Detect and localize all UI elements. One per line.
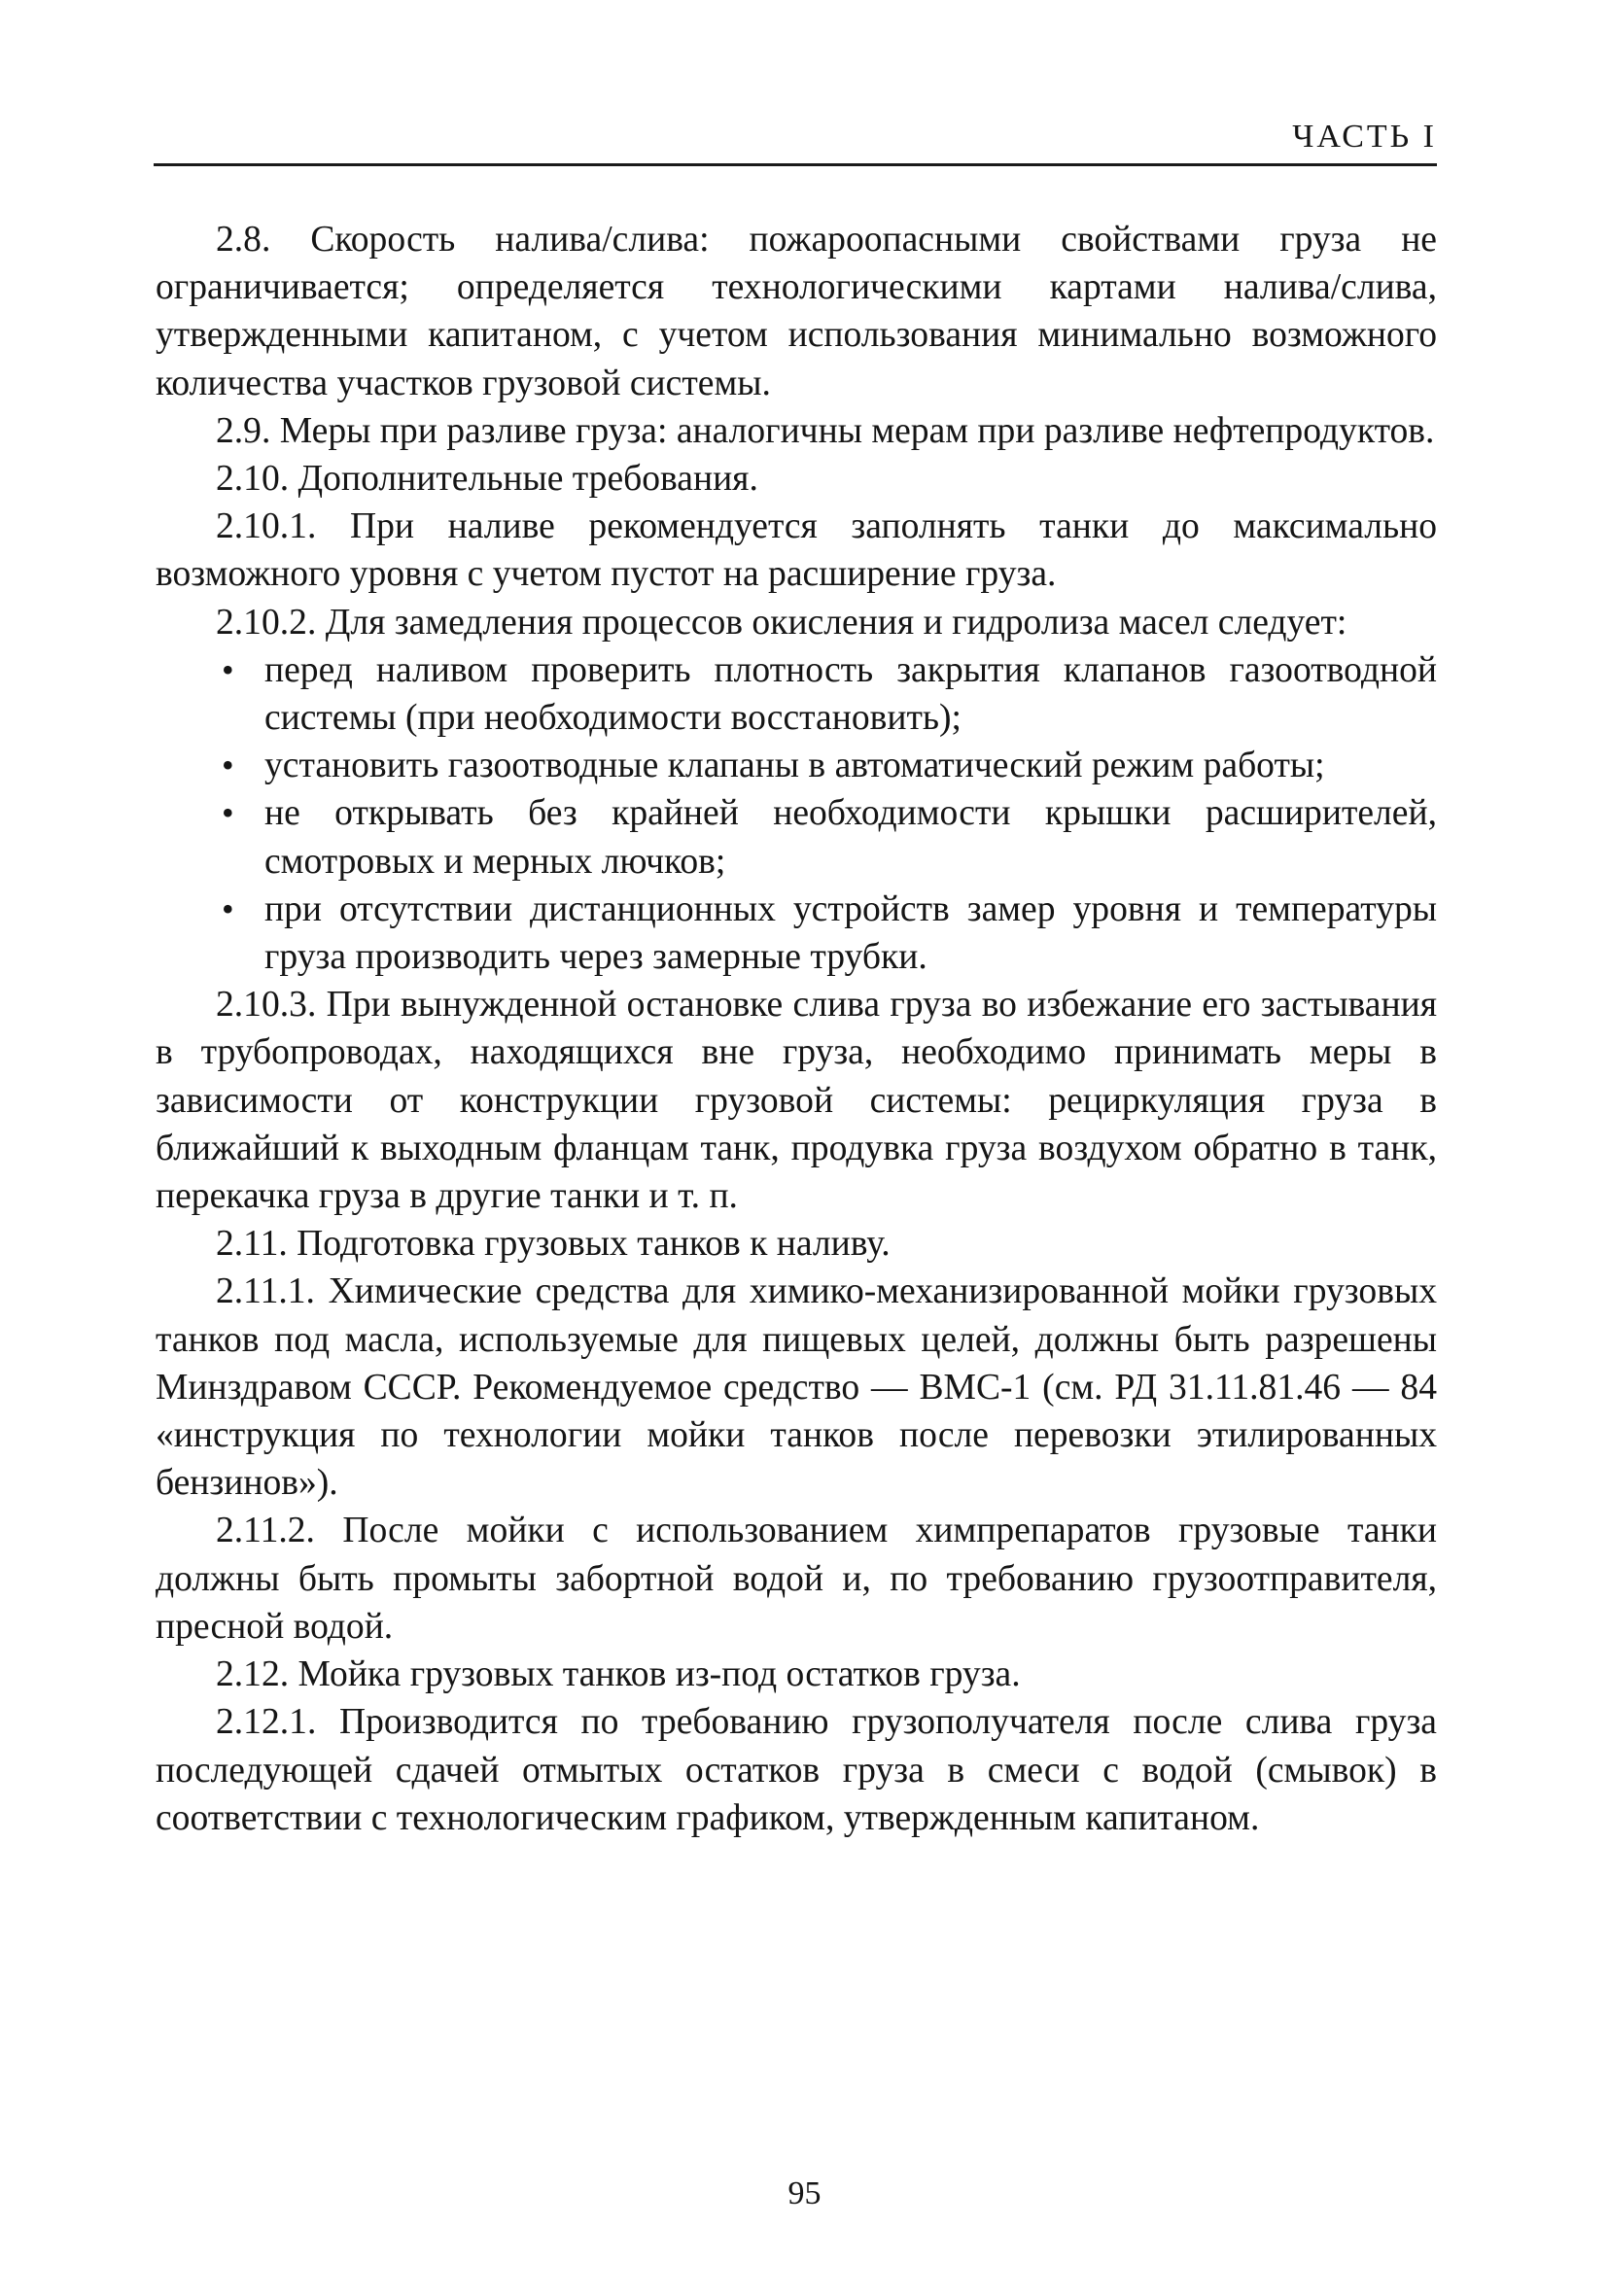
paragraph-2-12-1: 2.12.1. Производится по требованию грузополучателя после слива груза последующей сдачей отмытых остатков груза в смеси с водой (смывок) в соответствии с технологическим графиком, утвержденным капитаном. [156, 1702, 1437, 1838]
list-item [222, 742, 1437, 789]
bullet-icon: • [222, 746, 234, 785]
paragraph-2-10-3: 2.10.3. При вынужденной остановке слива груза во избежание его застывания в трубопроводах, находящихся вне груза, необходимо принимать меры в зависимости от конструкции грузовой системы: рециркуляция груза в ближайший к выходным фланцам танк, продувка груза воздухом обратно в танк, перекачка груза в другие танки и т. п. [156, 985, 1437, 1217]
list-item-text: не открывать без крайней необходимости крышки расширителей, смотровых и мерных лючков; [264, 793, 1437, 882]
document-body [156, 216, 1437, 1842]
list-item-text: установить газоотводные клапаны в автоматический режим работы; [264, 746, 1325, 786]
paragraph-2-10-2: 2.10.2. Для замедления процессов окисления и гидролиза масел следует: [216, 602, 1347, 643]
paragraph-2-9: 2.9. Меры при разливе груза: аналогичны мерам при разливе нефтепродуктов. [216, 410, 1435, 451]
paragraph-2-10-1: 2.10.1. При наливе рекомендуется заполнять танки до максимально возможного уровня с учетом пустот на расширение груза. [156, 506, 1437, 595]
paragraph-2-10: 2.10. Дополнительные требования. [216, 459, 758, 500]
paragraph-2-8: 2.8. Скорость налива/слива: пожароопасными свойствами груза не ограничивается; определяется технологическими картами налива/слива, утвержденными капитаном, с учетом использования минимально возможного количества участков грузовой системы. [156, 220, 1437, 403]
paragraph-2-11-2: 2.11.2. После мойки с использованием химпрепаратов грузовые танки должны быть промыты забортной водой и, по требованию грузоотправителя, пресной водой. [156, 1511, 1437, 1647]
bullet-icon: • [222, 649, 234, 689]
list-item [222, 789, 1437, 885]
page-number: 95 [787, 2175, 822, 2211]
list-item [222, 646, 1437, 742]
list-item [222, 886, 1437, 981]
bullet-icon: • [222, 793, 234, 833]
paragraph-2-11-1: 2.11.1. Химические средства для химико-механизированной мойки грузовых танков под масла, используемые для пищевых целей, должны быть разрешены Минздравом СССР. Рекомендуемое средство — ВМС-1 (см. РД 31.11.81.46 — 84 «инструкция по технологии мойки танков после перевозки этилированных бензинов»). [156, 1271, 1437, 1504]
paragraph-2-12: 2.12. Мойка грузовых танков из-под остатков груза. [216, 1654, 1021, 1695]
paragraph-2-11: 2.11. Подготовка грузовых танков к наливу. [216, 1224, 891, 1265]
list-item-text: при отсутствии дистанционных устройств замер уровня и температуры груза производить через замерные трубки. [264, 888, 1437, 978]
bullet-icon: • [222, 888, 234, 928]
section-label: ЧАСТЬ I [1292, 119, 1437, 155]
list-item-text: перед наливом проверить плотность закрытия клапанов газоотводной системы (при необходимости восстановить); [264, 649, 1437, 739]
running-header [154, 107, 1437, 166]
bullet-list [156, 646, 1437, 981]
